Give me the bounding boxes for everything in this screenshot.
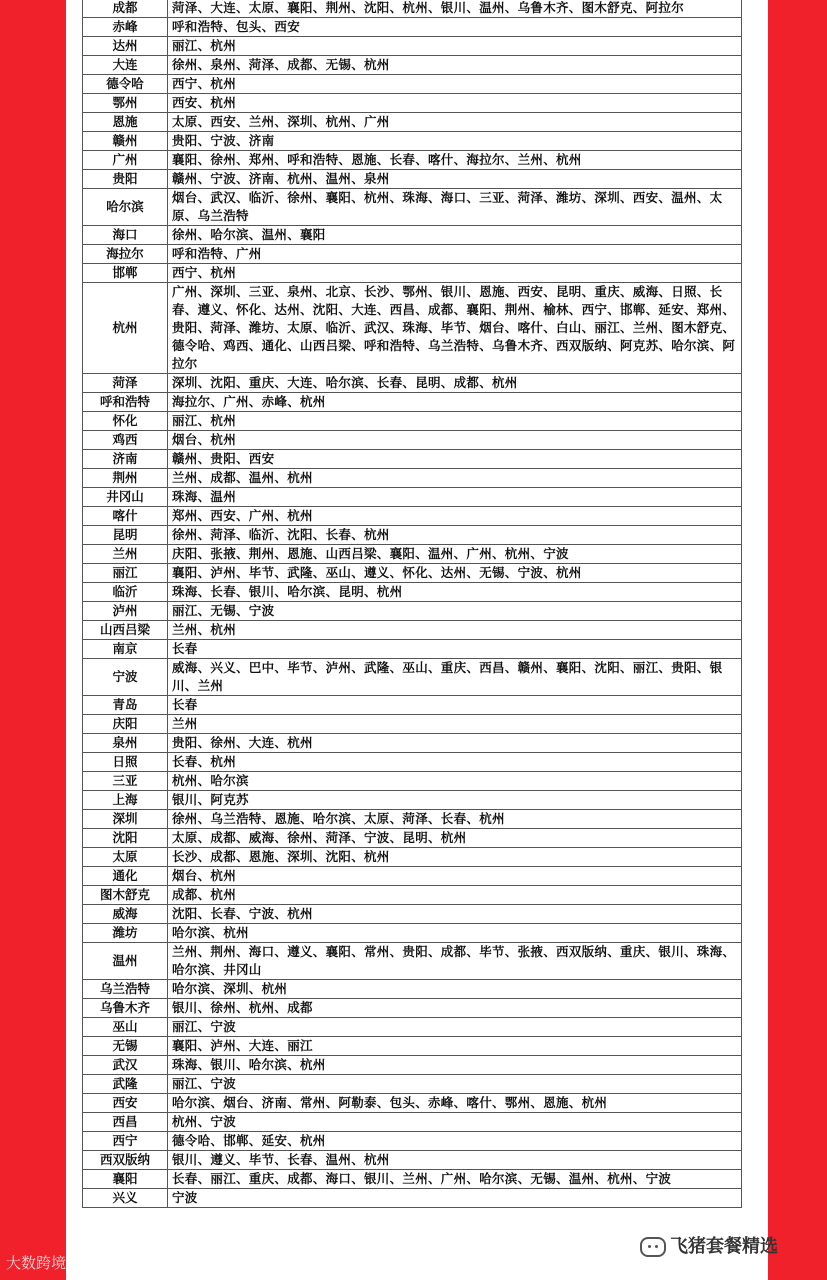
table-row <box>83 75 742 94</box>
destinations-cell: 海拉尔、广州、赤峰、杭州 <box>168 393 742 412</box>
origin-city-cell: 邯郸 <box>83 264 168 283</box>
table-row <box>83 943 742 980</box>
origin-city-cell: 泉州 <box>83 734 168 753</box>
origin-city-cell: 泸州 <box>83 602 168 621</box>
table-row <box>83 507 742 526</box>
destinations-cell: 赣州、贵阳、西安 <box>168 450 742 469</box>
destinations-cell: 丽江、无锡、宁波 <box>168 602 742 621</box>
destinations-cell: 成都、杭州 <box>168 886 742 905</box>
origin-city-cell: 威海 <box>83 905 168 924</box>
table-row <box>83 113 742 132</box>
destinations-cell: 太原、成都、威海、徐州、菏泽、宁波、昆明、杭州 <box>168 829 742 848</box>
destinations-cell: 长春 <box>168 696 742 715</box>
destinations-cell: 丽江、杭州 <box>168 37 742 56</box>
origin-city-cell: 西宁 <box>83 1132 168 1151</box>
destinations-cell: 哈尔滨、杭州 <box>168 924 742 943</box>
table-row <box>83 1170 742 1189</box>
destinations-cell: 兰州、成都、温州、杭州 <box>168 469 742 488</box>
table-row <box>83 56 742 75</box>
destinations-cell: 珠海、温州 <box>168 488 742 507</box>
table-row <box>83 1189 742 1208</box>
destinations-cell: 徐州、哈尔滨、温州、襄阳 <box>168 226 742 245</box>
table-row <box>83 245 742 264</box>
origin-city-cell: 太原 <box>83 848 168 867</box>
origin-city-cell: 荆州 <box>83 469 168 488</box>
table-row <box>83 886 742 905</box>
table-row <box>83 469 742 488</box>
origin-city-cell: 宁波 <box>83 659 168 696</box>
wechat-icon <box>640 1237 666 1257</box>
origin-city-cell: 日照 <box>83 753 168 772</box>
table-row <box>83 94 742 113</box>
destinations-cell: 长沙、成都、恩施、深圳、沈阳、杭州 <box>168 848 742 867</box>
destinations-cell: 赣州、宁波、济南、杭州、温州、泉州 <box>168 170 742 189</box>
table-row <box>83 151 742 170</box>
table-row <box>83 488 742 507</box>
origin-city-cell: 通化 <box>83 867 168 886</box>
destinations-cell: 银川、徐州、杭州、成都 <box>168 999 742 1018</box>
origin-city-cell: 巫山 <box>83 1018 168 1037</box>
table-row <box>83 848 742 867</box>
destinations-cell: 德令哈、邯郸、延安、杭州 <box>168 1132 742 1151</box>
table-row <box>83 450 742 469</box>
origin-city-cell: 鸡西 <box>83 431 168 450</box>
table-row <box>83 1113 742 1132</box>
destinations-cell: 哈尔滨、深圳、杭州 <box>168 980 742 999</box>
origin-city-cell: 哈尔滨 <box>83 189 168 226</box>
origin-city-cell: 济南 <box>83 450 168 469</box>
table-row <box>83 583 742 602</box>
origin-city-cell: 呼和浩特 <box>83 393 168 412</box>
origin-city-cell: 图木舒克 <box>83 886 168 905</box>
table-row <box>83 621 742 640</box>
origin-city-cell: 西双版纳 <box>83 1151 168 1170</box>
table-row <box>83 393 742 412</box>
destinations-cell: 银川、阿克苏 <box>168 791 742 810</box>
table-row <box>83 526 742 545</box>
destinations-cell: 太原、西安、兰州、深圳、杭州、广州 <box>168 113 742 132</box>
table-row <box>83 1132 742 1151</box>
destinations-cell: 呼和浩特、包头、西安 <box>168 18 742 37</box>
origin-city-cell: 杭州 <box>83 283 168 374</box>
destinations-cell: 丽江、杭州 <box>168 412 742 431</box>
origin-city-cell: 无锡 <box>83 1037 168 1056</box>
table-row <box>83 283 742 374</box>
destinations-cell: 广州、深圳、三亚、泉州、北京、长沙、鄂州、银川、恩施、西安、昆明、重庆、威海、日照、长春、遵义、怀化、达州、沈阳、大连、西昌、成都、襄阳、荆州、榆林、西宁、邯郸、延安、郑州、贵阳、菏泽、潍坊、太原、临沂、武汉、珠海、毕节、烟台、喀什、白山、丽江、兰州、图木舒克、德令哈、鸡西、通化、山西吕梁、呼和浩特、乌兰浩特、乌鲁木齐、西双版纳、阿克苏、哈尔滨、阿拉尔 <box>168 283 742 374</box>
table-row <box>83 696 742 715</box>
table-row <box>83 905 742 924</box>
table-row <box>83 374 742 393</box>
table-row <box>83 412 742 431</box>
destinations-cell: 丽江、宁波 <box>168 1018 742 1037</box>
table-row <box>83 431 742 450</box>
table-row <box>83 791 742 810</box>
table-row <box>83 810 742 829</box>
table-row <box>83 602 742 621</box>
origin-city-cell: 海拉尔 <box>83 245 168 264</box>
origin-city-cell: 丽江 <box>83 564 168 583</box>
origin-city-cell: 海口 <box>83 226 168 245</box>
table-row <box>83 226 742 245</box>
destinations-cell: 深圳、沈阳、重庆、大连、哈尔滨、长春、昆明、成都、杭州 <box>168 374 742 393</box>
destinations-cell: 菏泽、大连、太原、襄阳、荆州、沈阳、杭州、银川、温州、乌鲁木齐、图木舒克、阿拉尔 <box>168 0 742 18</box>
destinations-cell: 哈尔滨、烟台、济南、常州、阿勒泰、包头、赤峰、喀什、鄂州、恩施、杭州 <box>168 1094 742 1113</box>
destinations-cell: 西安、杭州 <box>168 94 742 113</box>
watermark-left: 大数跨境 <box>6 1254 67 1272</box>
table-row <box>83 37 742 56</box>
destinations-cell: 西宁、杭州 <box>168 75 742 94</box>
table-row <box>83 545 742 564</box>
table-row <box>83 264 742 283</box>
destinations-cell: 西宁、杭州 <box>168 264 742 283</box>
origin-city-cell: 兰州 <box>83 545 168 564</box>
origin-city-cell: 恩施 <box>83 113 168 132</box>
origin-city-cell: 成都 <box>83 0 168 18</box>
origin-city-cell: 井冈山 <box>83 488 168 507</box>
destinations-cell: 襄阳、泸州、大连、丽江 <box>168 1037 742 1056</box>
destinations-cell: 庆阳、张掖、荆州、恩施、山西吕梁、襄阳、温州、广州、杭州、宁波 <box>168 545 742 564</box>
table-row <box>83 829 742 848</box>
route-table-body <box>83 0 742 1208</box>
table-row <box>83 132 742 151</box>
destinations-cell: 襄阳、泸州、毕节、武隆、巫山、遵义、怀化、达州、无锡、宁波、杭州 <box>168 564 742 583</box>
table-row <box>83 867 742 886</box>
destinations-cell: 丽江、宁波 <box>168 1075 742 1094</box>
origin-city-cell: 庆阳 <box>83 715 168 734</box>
origin-city-cell: 菏泽 <box>83 374 168 393</box>
destinations-cell: 烟台、武汉、临沂、徐州、襄阳、杭州、珠海、海口、三亚、菏泽、潍坊、深圳、西安、温州、太原、乌兰浩特 <box>168 189 742 226</box>
destinations-cell: 呼和浩特、广州 <box>168 245 742 264</box>
destinations-cell: 徐州、菏泽、临沂、沈阳、长春、杭州 <box>168 526 742 545</box>
origin-city-cell: 大连 <box>83 56 168 75</box>
origin-city-cell: 西安 <box>83 1094 168 1113</box>
origin-city-cell: 广州 <box>83 151 168 170</box>
destinations-cell: 沈阳、长春、宁波、杭州 <box>168 905 742 924</box>
origin-city-cell: 潍坊 <box>83 924 168 943</box>
watermark-right-text: 飞猪套餐精选 <box>670 1236 778 1257</box>
table-row <box>83 734 742 753</box>
destinations-cell: 贵阳、宁波、济南 <box>168 132 742 151</box>
origin-city-cell: 沈阳 <box>83 829 168 848</box>
table-row <box>83 980 742 999</box>
origin-city-cell: 武汉 <box>83 1056 168 1075</box>
origin-city-cell: 临沂 <box>83 583 168 602</box>
table-row <box>83 640 742 659</box>
table-row <box>83 772 742 791</box>
destinations-cell: 长春、丽江、重庆、成都、海口、银川、兰州、广州、哈尔滨、无锡、温州、杭州、宁波 <box>168 1170 742 1189</box>
route-table <box>82 0 742 1208</box>
destinations-cell: 徐州、泉州、菏泽、成都、无锡、杭州 <box>168 56 742 75</box>
origin-city-cell: 贵阳 <box>83 170 168 189</box>
table-row <box>83 170 742 189</box>
destinations-cell: 杭州、哈尔滨 <box>168 772 742 791</box>
destinations-cell: 兰州、杭州 <box>168 621 742 640</box>
table-row <box>83 1094 742 1113</box>
origin-city-cell: 温州 <box>83 943 168 980</box>
destinations-cell: 宁波 <box>168 1189 742 1208</box>
origin-city-cell: 怀化 <box>83 412 168 431</box>
origin-city-cell: 喀什 <box>83 507 168 526</box>
table-row <box>83 1151 742 1170</box>
destinations-cell: 长春 <box>168 640 742 659</box>
destinations-cell: 兰州、荆州、海口、遵义、襄阳、常州、贵阳、成都、毕节、张掖、西双版纳、重庆、银川、珠海、哈尔滨、井冈山 <box>168 943 742 980</box>
origin-city-cell: 西昌 <box>83 1113 168 1132</box>
destinations-cell: 威海、兴义、巴中、毕节、泸州、武隆、巫山、重庆、西昌、赣州、襄阳、沈阳、丽江、贵阳、银川、兰州 <box>168 659 742 696</box>
table-row <box>83 1037 742 1056</box>
destinations-cell: 兰州 <box>168 715 742 734</box>
origin-city-cell: 达州 <box>83 37 168 56</box>
origin-city-cell: 兴义 <box>83 1189 168 1208</box>
origin-city-cell: 南京 <box>83 640 168 659</box>
origin-city-cell: 山西吕梁 <box>83 621 168 640</box>
table-row <box>83 18 742 37</box>
table-row <box>83 999 742 1018</box>
origin-city-cell: 深圳 <box>83 810 168 829</box>
origin-city-cell: 德令哈 <box>83 75 168 94</box>
origin-city-cell: 武隆 <box>83 1075 168 1094</box>
destinations-cell: 徐州、乌兰浩特、恩施、哈尔滨、太原、菏泽、长春、杭州 <box>168 810 742 829</box>
destinations-cell: 贵阳、徐州、大连、杭州 <box>168 734 742 753</box>
table-row <box>83 1018 742 1037</box>
destinations-cell: 银川、遵义、毕节、长春、温州、杭州 <box>168 1151 742 1170</box>
destinations-cell: 杭州、宁波 <box>168 1113 742 1132</box>
table-row <box>83 753 742 772</box>
origin-city-cell: 襄阳 <box>83 1170 168 1189</box>
origin-city-cell: 上海 <box>83 791 168 810</box>
destinations-cell: 烟台、杭州 <box>168 867 742 886</box>
origin-city-cell: 昆明 <box>83 526 168 545</box>
destinations-cell: 襄阳、徐州、郑州、呼和浩特、恩施、长春、喀什、海拉尔、兰州、杭州 <box>168 151 742 170</box>
table-row <box>83 189 742 226</box>
origin-city-cell: 赤峰 <box>83 18 168 37</box>
origin-city-cell: 鄂州 <box>83 94 168 113</box>
origin-city-cell: 乌鲁木齐 <box>83 999 168 1018</box>
destinations-cell: 珠海、银川、哈尔滨、杭州 <box>168 1056 742 1075</box>
destinations-cell: 珠海、长春、银川、哈尔滨、昆明、杭州 <box>168 583 742 602</box>
table-row <box>83 1075 742 1094</box>
origin-city-cell: 三亚 <box>83 772 168 791</box>
origin-city-cell: 青岛 <box>83 696 168 715</box>
table-row <box>83 1056 742 1075</box>
origin-city-cell: 乌兰浩特 <box>83 980 168 999</box>
destinations-cell: 郑州、西安、广州、杭州 <box>168 507 742 526</box>
destinations-cell: 长春、杭州 <box>168 753 742 772</box>
table-row <box>83 564 742 583</box>
table-row <box>83 659 742 696</box>
table-row <box>83 0 742 18</box>
destinations-cell: 烟台、杭州 <box>168 431 742 450</box>
watermark-right <box>640 1232 778 1258</box>
table-row <box>83 715 742 734</box>
origin-city-cell: 赣州 <box>83 132 168 151</box>
table-row <box>83 924 742 943</box>
